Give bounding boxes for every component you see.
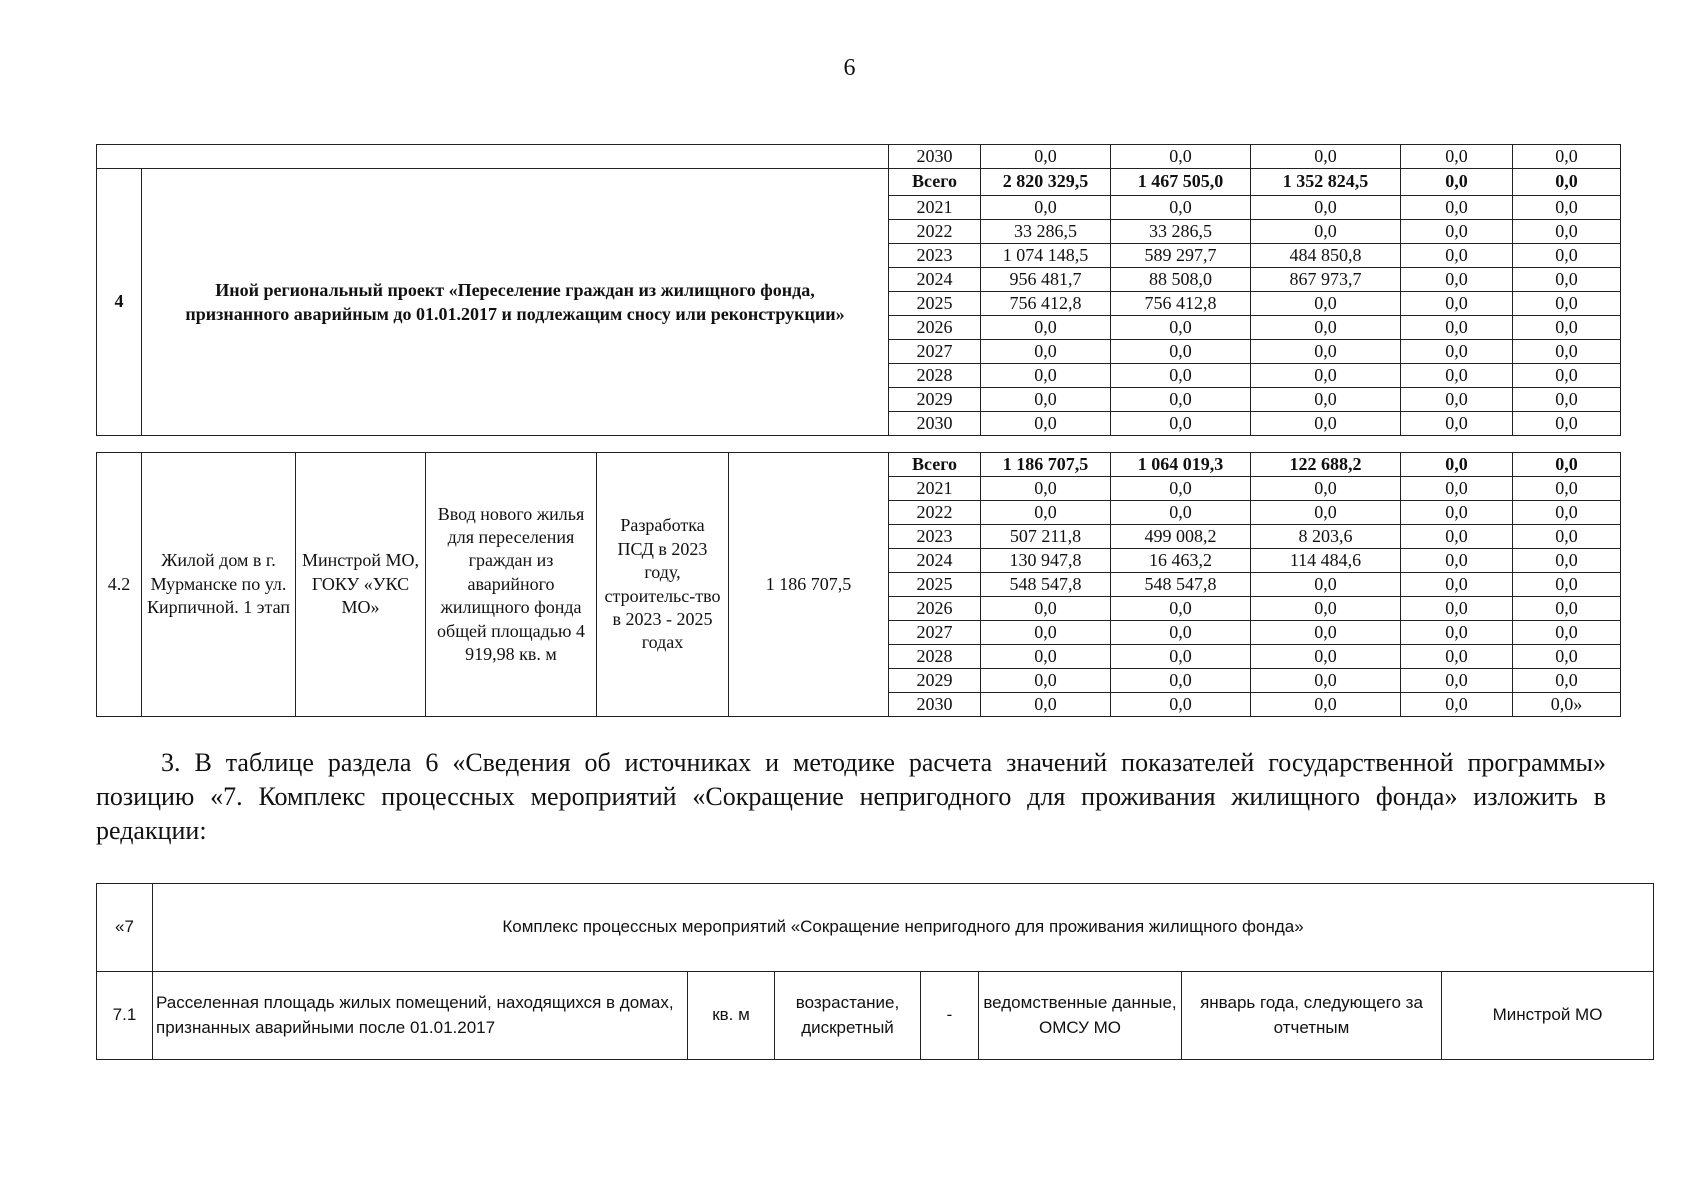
amendment-paragraph-text: 3. В таблице раздела 6 «Сведения об источниках и методике расчета значений показателей государственной программы» позицию «7. Комплекс процессных мероприятий «Сокращение непригодного для проживания жилищного фонда» изложить в редакции: <box>96 748 1606 845</box>
value-cell: 0,0 <box>1513 292 1621 316</box>
value-cell: 956 481,7 <box>981 268 1111 292</box>
value-cell: 0,0 <box>1111 145 1251 169</box>
year-cell: Всего <box>889 169 981 196</box>
value-cell: 0,0 <box>1401 244 1513 268</box>
stage-description: Разработка ПСД в 2023 году, строительс-тво в 2023 - 2025 годах <box>597 453 729 717</box>
year-cell: 2027 <box>889 340 981 364</box>
value-cell: 0,0 <box>981 621 1111 645</box>
value-cell: 0,0 <box>1251 340 1401 364</box>
value-cell: 756 412,8 <box>1111 292 1251 316</box>
value-cell: 0,0 <box>1401 292 1513 316</box>
year-cell: 2028 <box>889 645 981 669</box>
indicators-table <box>96 883 1654 1060</box>
value-cell: 0,0 <box>1251 220 1401 244</box>
value-cell: 0,0 <box>1251 573 1401 597</box>
value-cell: 0,0 <box>1513 621 1621 645</box>
value-cell: 0,0 <box>1401 693 1513 717</box>
page-number: 6 <box>843 55 856 81</box>
indicator-row <box>97 972 1654 1060</box>
value-cell: 0,0 <box>981 145 1111 169</box>
value-cell: 0,0 <box>1251 196 1401 220</box>
value-cell: 1 467 505,0 <box>1111 169 1251 196</box>
value-cell: 0,0 <box>1513 597 1621 621</box>
indicator-type: возрастание, дискретный <box>775 972 921 1060</box>
value-cell: 0,0 <box>1513 669 1621 693</box>
value-cell: 0,0 <box>981 364 1111 388</box>
value-cell: 0,0 <box>981 477 1111 501</box>
value-cell: 0,0 <box>1401 501 1513 525</box>
value-cell: 0,0» <box>1513 693 1621 717</box>
value-cell: 0,0 <box>1111 388 1251 412</box>
value-cell: 0,0 <box>1251 388 1401 412</box>
value-cell: 0,0 <box>1111 501 1251 525</box>
value-cell: 0,0 <box>1401 220 1513 244</box>
indicator-number: 7.1 <box>97 972 153 1060</box>
year-cell: 2029 <box>889 669 981 693</box>
table-row <box>97 145 1621 169</box>
item-number: 4.2 <box>97 453 142 717</box>
value-cell: 2 820 329,5 <box>981 169 1111 196</box>
year-cell: 2030 <box>889 145 981 169</box>
value-cell: 0,0 <box>1111 196 1251 220</box>
indicator-period: январь года, следующего за отчетным <box>1182 972 1442 1060</box>
value-cell: 0,0 <box>1513 388 1621 412</box>
indicator-unit: кв. м <box>688 972 775 1060</box>
value-cell: 0,0 <box>1513 244 1621 268</box>
year-cell: 2022 <box>889 501 981 525</box>
value-cell: 0,0 <box>1401 364 1513 388</box>
result-description: Ввод нового жилья для переселения граждан из аварийного жилищного фонда общей площадью 4 919,98 кв. м <box>426 453 597 717</box>
year-cell: 2026 <box>889 316 981 340</box>
value-cell: 1 064 019,3 <box>1111 453 1251 477</box>
value-cell: 0,0 <box>981 316 1111 340</box>
value-cell: 130 947,8 <box>981 549 1111 573</box>
value-cell: 507 211,8 <box>981 525 1111 549</box>
value-cell: 0,0 <box>981 597 1111 621</box>
value-cell: 16 463,2 <box>1111 549 1251 573</box>
year-cell: 2021 <box>889 196 981 220</box>
value-cell: 33 286,5 <box>981 220 1111 244</box>
value-cell: 0,0 <box>1513 501 1621 525</box>
value-cell: 0,0 <box>981 669 1111 693</box>
value-cell: 0,0 <box>1401 412 1513 436</box>
year-cell: 2027 <box>889 621 981 645</box>
value-cell: 0,0 <box>1251 501 1401 525</box>
value-cell: 0,0 <box>1251 669 1401 693</box>
value-cell: 0,0 <box>1513 549 1621 573</box>
year-cell: 2024 <box>889 268 981 292</box>
value-cell: 0,0 <box>1513 477 1621 501</box>
indicators-header-row <box>97 884 1654 972</box>
year-cell: 2023 <box>889 525 981 549</box>
value-cell: 0,0 <box>1401 477 1513 501</box>
value-cell: 0,0 <box>1111 316 1251 340</box>
value-cell: 0,0 <box>1513 316 1621 340</box>
value-cell: 0,0 <box>981 388 1111 412</box>
value-cell: 0,0 <box>1111 477 1251 501</box>
value-cell: 0,0 <box>1513 169 1621 196</box>
value-cell: 756 412,8 <box>981 292 1111 316</box>
value-cell: 0,0 <box>1401 268 1513 292</box>
value-cell: 548 547,8 <box>981 573 1111 597</box>
value-cell: 0,0 <box>1111 693 1251 717</box>
value-cell: 0,0 <box>1111 621 1251 645</box>
value-cell: 0,0 <box>1513 412 1621 436</box>
year-cell: 2030 <box>889 693 981 717</box>
value-cell: 0,0 <box>981 693 1111 717</box>
value-cell: 0,0 <box>1251 645 1401 669</box>
value-cell: 0,0 <box>1401 316 1513 340</box>
total-cost: 1 186 707,5 <box>729 453 889 717</box>
value-cell: 0,0 <box>1251 364 1401 388</box>
value-cell: 0,0 <box>1251 292 1401 316</box>
value-cell: 0,0 <box>1513 268 1621 292</box>
table-row <box>97 169 1621 196</box>
year-cell: Всего <box>889 453 981 477</box>
value-cell: 0,0 <box>1513 645 1621 669</box>
item-number: 4 <box>97 169 142 436</box>
value-cell: 0,0 <box>1401 573 1513 597</box>
funding-table-item-4-2 <box>96 452 1621 717</box>
value-cell: 0,0 <box>1251 621 1401 645</box>
value-cell: 0,0 <box>1401 340 1513 364</box>
value-cell: 0,0 <box>1401 388 1513 412</box>
value-cell: 0,0 <box>1513 196 1621 220</box>
empty-cell <box>97 145 889 169</box>
value-cell: 0,0 <box>981 196 1111 220</box>
value-cell: 499 008,2 <box>1111 525 1251 549</box>
value-cell: 0,0 <box>1513 340 1621 364</box>
year-cell: 2025 <box>889 292 981 316</box>
value-cell: 0,0 <box>1111 340 1251 364</box>
section-number: «7 <box>97 884 153 972</box>
value-cell: 0,0 <box>1401 597 1513 621</box>
value-cell: 0,0 <box>1111 412 1251 436</box>
value-cell: 0,0 <box>1513 525 1621 549</box>
value-cell: 0,0 <box>1401 453 1513 477</box>
value-cell: 0,0 <box>1513 220 1621 244</box>
value-cell: 0,0 <box>1251 477 1401 501</box>
value-cell: 8 203,6 <box>1251 525 1401 549</box>
value-cell: 0,0 <box>981 645 1111 669</box>
value-cell: 0,0 <box>1401 525 1513 549</box>
amendment-paragraph <box>96 746 1606 848</box>
year-cell: 2024 <box>889 549 981 573</box>
indicator-source: ведомственные данные, ОМСУ МО <box>979 972 1182 1060</box>
year-cell: 2025 <box>889 573 981 597</box>
value-cell: 0,0 <box>1251 693 1401 717</box>
value-cell: 0,0 <box>1401 169 1513 196</box>
value-cell: 0,0 <box>1513 145 1621 169</box>
year-cell: 2028 <box>889 364 981 388</box>
project-title: Иной региональный проект «Переселение граждан из жилищного фонда, признанного аварийным до 01.01.2017 и подлежащим сносу или реконструкции» <box>142 169 889 436</box>
value-cell: 548 547,8 <box>1111 573 1251 597</box>
value-cell: 867 973,7 <box>1251 268 1401 292</box>
value-cell: 0,0 <box>981 412 1111 436</box>
year-cell: 2026 <box>889 597 981 621</box>
table-row <box>97 453 1621 477</box>
year-cell: 2023 <box>889 244 981 268</box>
value-cell: 1 352 824,5 <box>1251 169 1401 196</box>
section-title: Комплекс процессных мероприятий «Сокращение непригодного для проживания жилищного фонда» <box>153 884 1654 972</box>
value-cell: 88 508,0 <box>1111 268 1251 292</box>
value-cell: 0,0 <box>1513 364 1621 388</box>
value-cell: 0,0 <box>1513 573 1621 597</box>
value-cell: 589 297,7 <box>1111 244 1251 268</box>
value-cell: 0,0 <box>1401 549 1513 573</box>
value-cell: 114 484,6 <box>1251 549 1401 573</box>
value-cell: 122 688,2 <box>1251 453 1401 477</box>
value-cell: 0,0 <box>1111 597 1251 621</box>
value-cell: 0,0 <box>1251 412 1401 436</box>
value-cell: 0,0 <box>1251 597 1401 621</box>
value-cell: 1 074 148,5 <box>981 244 1111 268</box>
value-cell: 0,0 <box>1111 364 1251 388</box>
value-cell: 0,0 <box>981 340 1111 364</box>
indicator-name: Расселенная площадь жилых помещений, находящихся в домах, признанных аварийными после 01.01.2017 <box>153 972 688 1060</box>
value-cell: 0,0 <box>1251 145 1401 169</box>
value-cell: 0,0 <box>1401 145 1513 169</box>
value-cell: 0,0 <box>1111 645 1251 669</box>
indicator-responsible: Минстрой МО <box>1442 972 1654 1060</box>
executor: Минстрой МО, ГОКУ «УКС МО» <box>296 453 426 717</box>
value-cell: 0,0 <box>1401 669 1513 693</box>
value-cell: 33 286,5 <box>1111 220 1251 244</box>
value-cell: 484 850,8 <box>1251 244 1401 268</box>
value-cell: 0,0 <box>1401 621 1513 645</box>
value-cell: 0,0 <box>981 501 1111 525</box>
year-cell: 2022 <box>889 220 981 244</box>
year-cell: 2030 <box>889 412 981 436</box>
year-cell: 2029 <box>889 388 981 412</box>
value-cell: 0,0 <box>1513 453 1621 477</box>
object-name: Жилой дом в г. Мурманске по ул. Кирпичной. 1 этап <box>142 453 296 717</box>
year-cell: 2021 <box>889 477 981 501</box>
value-cell: 0,0 <box>1111 669 1251 693</box>
indicator-formula: - <box>921 972 979 1060</box>
funding-table-project-4 <box>96 144 1621 436</box>
value-cell: 0,0 <box>1401 196 1513 220</box>
value-cell: 0,0 <box>1401 645 1513 669</box>
value-cell: 1 186 707,5 <box>981 453 1111 477</box>
value-cell: 0,0 <box>1251 316 1401 340</box>
